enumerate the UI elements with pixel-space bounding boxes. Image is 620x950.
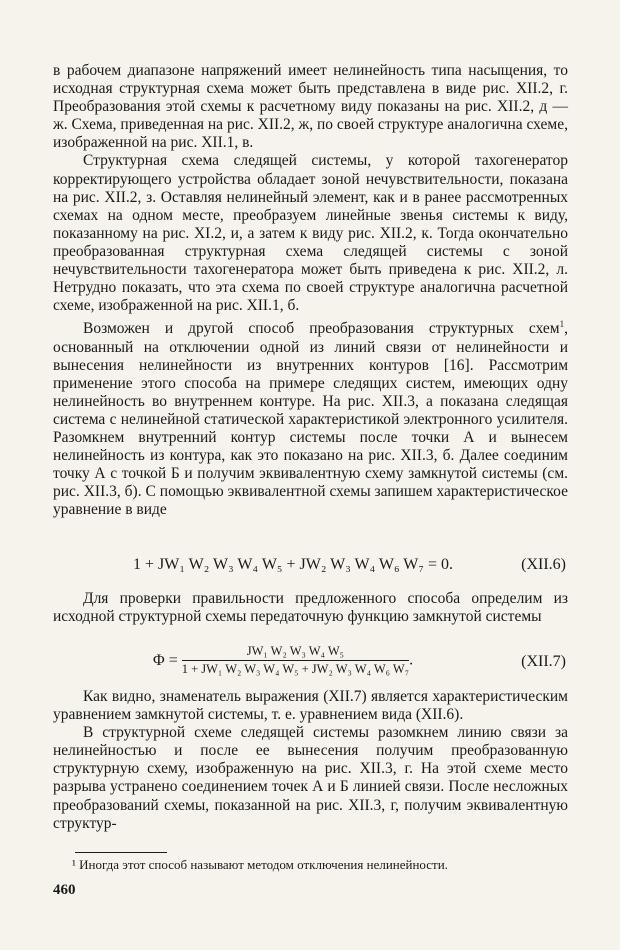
equation-xii-7-tail: . bbox=[409, 651, 414, 669]
paragraph-6: В структурной схеме следящей системы разомкнем линию связи за нелинейностью и после ее вынесения получим преобразованную структурную схему, изображенную на рис. XII.3, г. На этой схеме место разрыва устранено соединением точек А и Б линией связи. После несложных преобразований схемы, показанной на рис. XII.3, г, получим эквивалентную структур- bbox=[53, 724, 568, 832]
equation-xii-7-denominator: 1 + JW₁ W₂ W₃ W₄ W₅ + JW₂ W₃ W₄ W₆ W₇ bbox=[181, 662, 410, 676]
footnote-ref: 1 bbox=[559, 319, 565, 330]
equation-xii-7 bbox=[53, 644, 568, 680]
paragraph-2: Структурная схема следящей системы, у которой тахогенератор корректирующего устройства обладает зоной нечувствительности, показана на рис. XII.2, з. Оставляя нелинейный элемент, как и в ранее рассмотренных схемах на одном месте, преобразуем линейные звенья системы к виду, показанному на рис. XI.2, и, а затем к виду рис. XII.2, к. Тогда окончательно преобразованная структурная схема следящей системы с зоной нечувствительности тахогенератора может быть приведена к рис. XII.2, л. Нетрудно показать, что эта схема по своей структуре аналогична расчетной схеме, изображенной на рис. XII.1, б. bbox=[53, 152, 568, 315]
text-block-1 bbox=[53, 62, 568, 520]
page-number: 460 bbox=[53, 882, 76, 898]
text-block-2 bbox=[53, 590, 568, 626]
paragraph-1: в рабочем диапазоне напряжений имеет нелинейность типа насыщения, то исходная структурная схема может быть представлена в виде рис. XII.2, г. Преобразования этой схемы к расчетному виду показаны на рис. XII.2, д — ж. Схема, приведенная на рис. XII.2, ж, по своей структуре аналогична схеме, изображенной на рис. XII.1, в. bbox=[53, 62, 568, 152]
footnote-divider bbox=[75, 852, 167, 853]
equation-xii-6 bbox=[53, 556, 568, 574]
equation-xii-6-expr: 1 + JW₁ W₂ W₃ W₄ W₅ + JW₂ W₃ W₄ W₆ W₇ = 0. bbox=[133, 556, 454, 573]
equation-xii-6-number: (XII.6) bbox=[521, 556, 566, 573]
equation-xii-7-fraction bbox=[182, 644, 409, 677]
paragraph-3-rest: основанный на отключении одной из линий связи от нелинейности и вынесения нелинейности из внутренних контуров [16]. Рассмотрим применение этого способа на примере следящих систем, имеющих одну нелинейность во внутреннем контуре. На рис. XII.3, а показана следящая система с нелинейной статической характеристикой электронного усилителя. Разомкнем внутренний контур системы после точки А и вынесем нелинейность из контура, как это показано на рис. XII.3, б. Далее соединим точку А с точкой Б и получим эквивалентную схему замкнутой системы (см. рис. XII.3, б). С помощью эквивалентной схемы запишем характеристическое уравнение в виде bbox=[53, 338, 568, 519]
paragraph-4: Для проверки правильности предложенного способа определим из исходной структурной схемы передаточную функцию замкнутой системы bbox=[53, 590, 568, 626]
paragraph-3: Возможен и другой способ преобразования структурных схем$^1$, основанный на отключении одной из линий связи от нелинейности и вынесения нелинейности из внутренних контуров [16]. Рассмотрим применение этого способа на примере следящих систем, имеющих одну нелинейность во внутреннем контуре. На рис. XII.3, а показана следящая система с нелинейной статической характеристикой электронного усилителя. Разомкнем внутренний контур системы после точки А и вынесем нелинейность из контура, как это показано на рис. XII.3, б. Далее соединим точку А с точкой Б и получим эквивалентную схему замкнутой системы (см. рис. XII.3, б). С помощью эквивалентной схемы запишем характеристическое уравнение в виде bbox=[53, 319, 568, 519]
equation-xii-7-number: (XII.7) bbox=[521, 653, 566, 670]
footnote: ¹ Иногда этот способ называют методом отключения нелинейности. bbox=[72, 857, 448, 872]
equation-xii-7-numerator: JW₁ W₂ W₃ W₄ W₅ bbox=[182, 644, 409, 661]
equation-xii-7-lhs: Φ = bbox=[153, 651, 178, 669]
paragraph-3-start: Возможен и другой способ преобразования структурных схем bbox=[83, 320, 560, 338]
paragraph-5: Как видно, знаменатель выражения (XII.7) является характеристическим уравнением замкнутой системы, т. е. уравнением вида (XII.6). bbox=[53, 688, 568, 724]
text-block-3 bbox=[53, 688, 568, 833]
